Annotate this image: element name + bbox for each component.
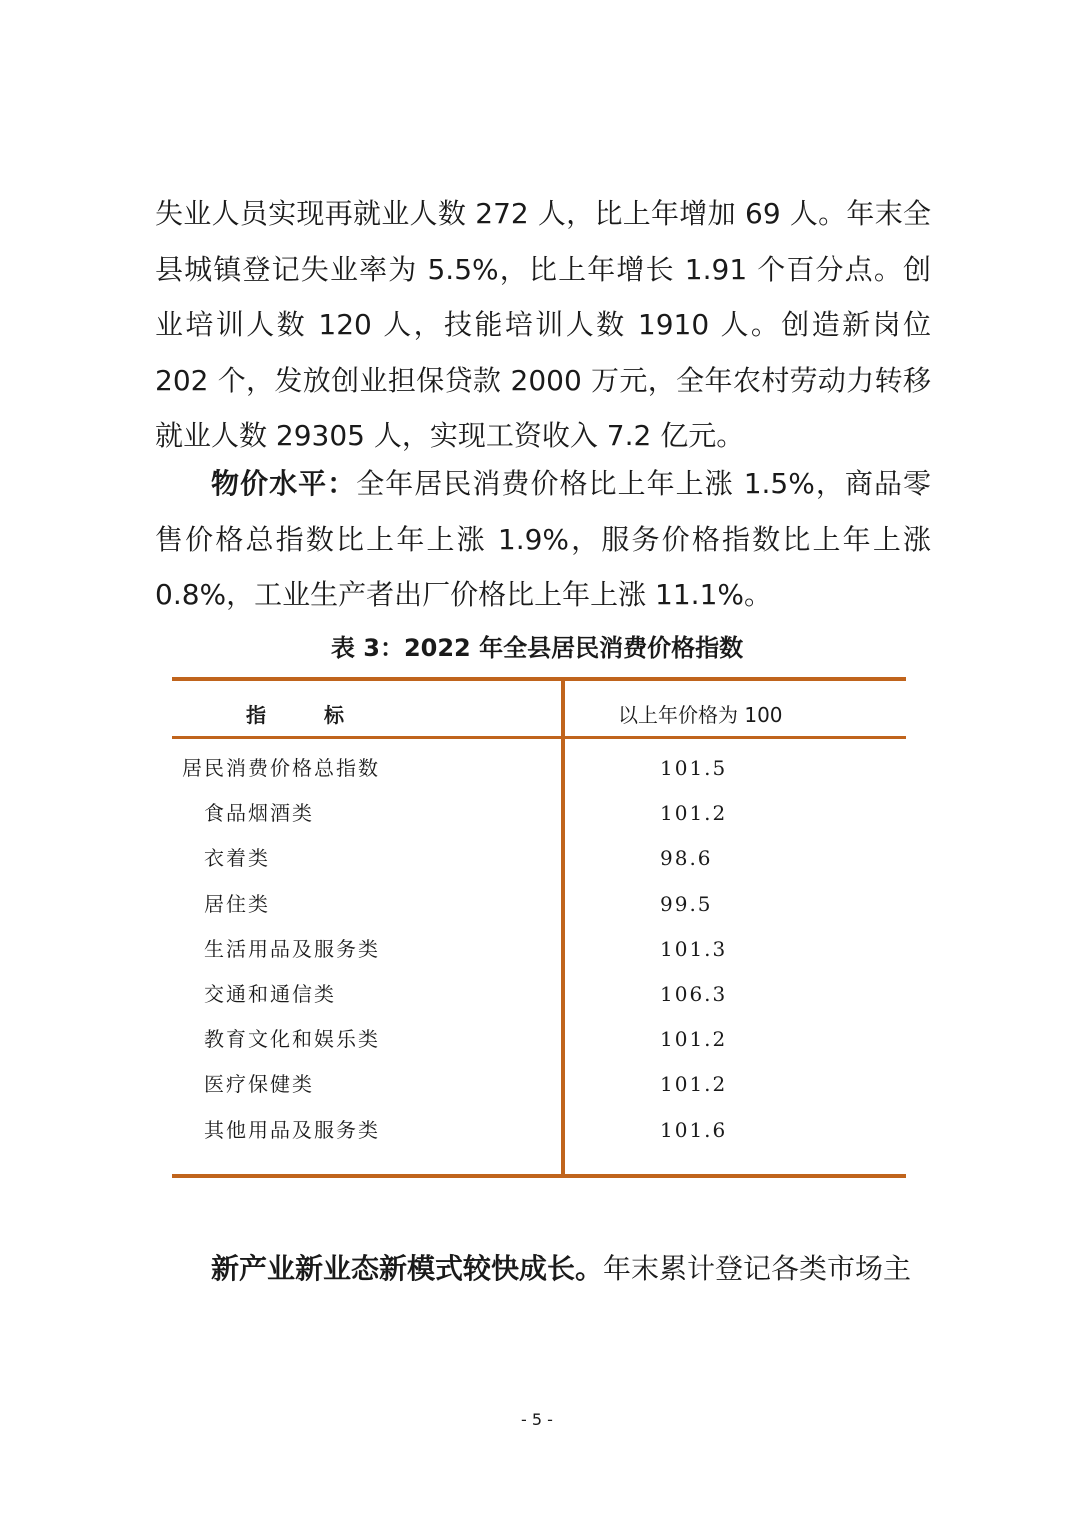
row-label: 居民消费价格总指数	[182, 756, 380, 780]
price-level-heading: 物价水平：	[211, 467, 357, 500]
row-label: 居住类	[204, 891, 270, 916]
row-label: 食品烟酒类	[204, 801, 314, 826]
table-header-indicator: 指标	[246, 703, 402, 727]
row-value: 106.3	[660, 981, 728, 1006]
new-industry-text: 年末累计登记各类市场主	[603, 1252, 912, 1285]
row-value: 101.5	[660, 756, 728, 780]
row-label: 医疗保健类	[204, 1072, 314, 1097]
row-label: 生活用品及服务类	[204, 936, 380, 961]
table-top-rule	[172, 677, 906, 681]
table-row	[182, 1108, 882, 1153]
table-row	[182, 1017, 882, 1062]
table-caption: 表 3：2022 年全县居民消费价格指数	[330, 634, 744, 662]
table-body	[182, 746, 882, 1153]
table-header-base: 以上年价格为 100	[618, 703, 783, 727]
table-row	[182, 1062, 882, 1107]
price-level-paragraph	[155, 456, 931, 623]
table-row	[182, 746, 882, 791]
row-value: 101.2	[660, 1072, 728, 1097]
table-row	[182, 882, 882, 927]
row-value: 101.3	[660, 936, 728, 961]
table-row	[182, 791, 882, 836]
page-number: - 5 -	[521, 1410, 553, 1429]
row-label: 交通和通信类	[204, 981, 336, 1006]
row-label: 教育文化和娱乐类	[204, 1027, 380, 1052]
table-row	[182, 972, 882, 1017]
table-row	[182, 927, 882, 972]
row-label: 衣着类	[204, 846, 270, 871]
row-label: 其他用品及服务类	[204, 1117, 380, 1142]
new-industry-heading: 新产业新业态新模式较快成长。	[211, 1252, 604, 1285]
employment-paragraph: 失业人员实现再就业人数 272 人，比上年增加 69 人。年末全县城镇登记失业率为 5.5%，比上年增长 1.91 个百分点。创业培训人数 120 人，技能培训人数 1910 人。创造新岗位 202 个，发放创业担保贷款 2000 万元，全年农村劳动力转移就业人数 29305 人，实现工资收入 7.2 亿元。	[155, 197, 931, 452]
table-row	[182, 836, 882, 881]
row-value: 101.2	[660, 801, 728, 826]
table-bottom-rule	[172, 1174, 906, 1178]
price-level-text: 全年居民消费价格比上年上涨 1.5%，商品零售价格总指数比上年上涨 1.9%，服务价格指数比上年上涨 0.8%，工业生产者出厂价格比上年上涨 11.1%。	[155, 467, 931, 611]
row-value: 101.6	[660, 1117, 728, 1142]
row-value: 99.5	[660, 891, 713, 916]
table-header-rule	[172, 736, 906, 739]
row-value: 98.6	[660, 846, 713, 871]
row-value: 101.2	[660, 1027, 728, 1052]
new-industry-paragraph	[155, 1241, 931, 1297]
